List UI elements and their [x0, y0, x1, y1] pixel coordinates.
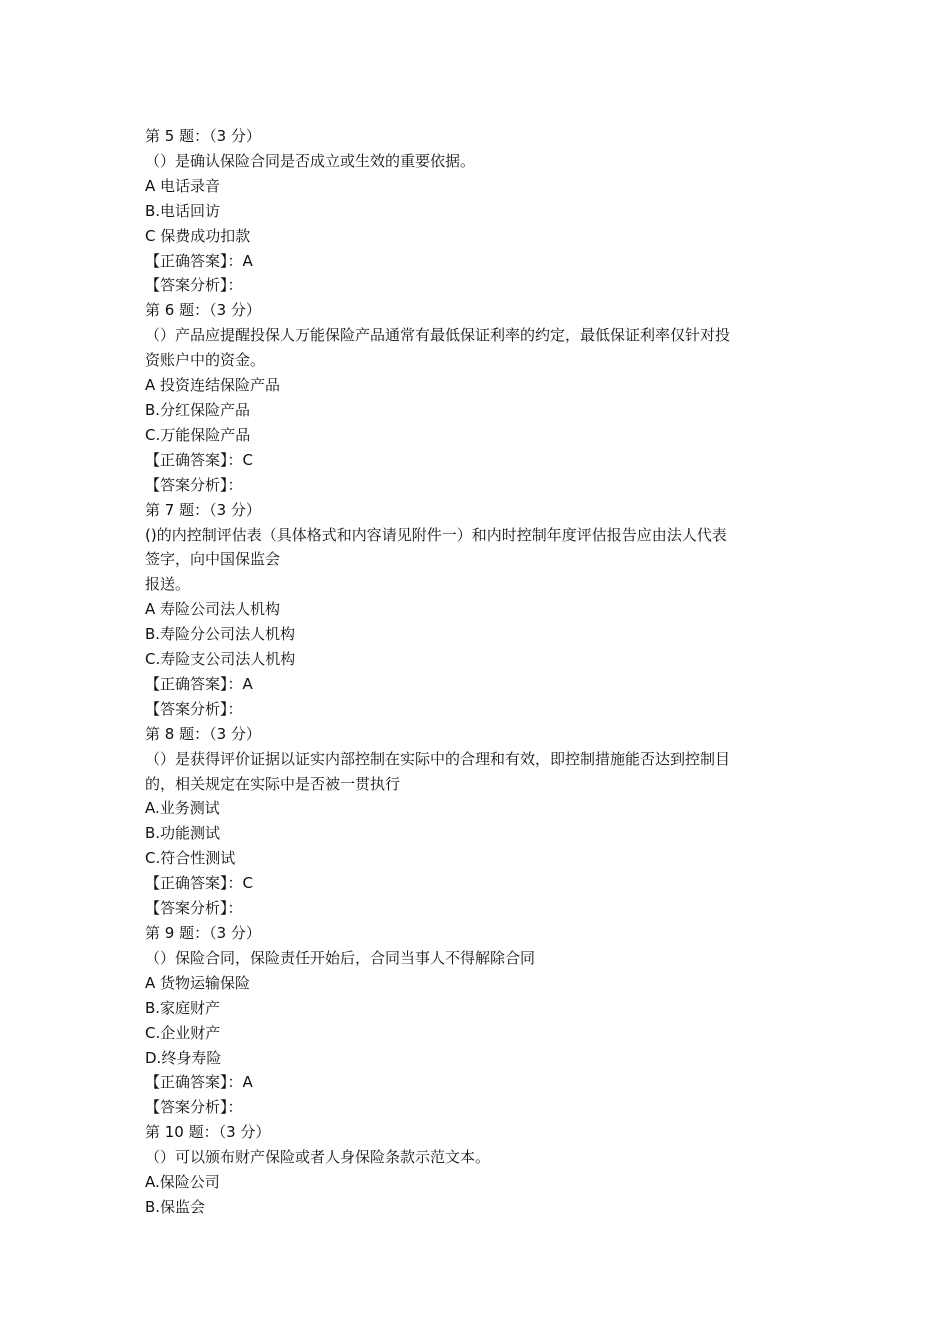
text-line: 【答案分析】： [145, 276, 243, 295]
text-line: B.家庭财产 [145, 998, 221, 1017]
text-line: 第 6 题：（3 分） [145, 301, 261, 320]
text-line: C.寿险支公司法人机构 [145, 650, 296, 669]
text-line: 第 10 题：（3 分） [145, 1123, 271, 1142]
text-line: B.功能测试 [145, 824, 221, 843]
text-line: 【正确答案】：C [145, 450, 253, 469]
text-line: 【答案分析】： [145, 899, 243, 918]
text-line: 【答案分析】： [145, 475, 243, 494]
text-line: 签字，向中国保监会 [145, 550, 281, 569]
text-line: 第 7 题：（3 分） [145, 500, 261, 519]
text-line: A 投资连结保险产品 [145, 376, 281, 395]
text-line: C 保费成功扣款 [145, 226, 251, 245]
text-line: 的，相关规定在实际中是否被一贯执行 [145, 774, 401, 793]
text-line: 第 9 题：（3 分） [145, 924, 261, 942]
text-line: C.万能保险产品 [145, 425, 251, 444]
text-line: B.分红保险产品 [145, 400, 251, 419]
text-line: （）是获得评价证据以证实内部控制在实际中的合理和有效，即控制措施能否达到控制目 [145, 749, 731, 768]
document-body [145, 124, 815, 1220]
text-line: A 寿险公司法人机构 [145, 600, 281, 619]
text-line: ()的内控制评估表（具体格式和内容请见附件一）和内时控制年度评估报告应由法人代表 [145, 525, 727, 544]
text-line: D.终身寿险 [145, 1048, 222, 1067]
text-line: 【答案分析】： [145, 699, 243, 718]
text-line: 【答案分析】： [145, 1098, 243, 1117]
text-line: A 货物运输保险 [145, 973, 251, 992]
text-line: 【正确答案】：A [145, 251, 253, 270]
text-line: （）保险合同，保险责任开始后，合同当事人不得解除合同 [145, 948, 536, 967]
text-line: 报送。 [145, 575, 191, 594]
text-line: （）可以颁布财产保险或者人身保险条款示范文本。 [145, 1148, 491, 1167]
text-line: B.保监会 [145, 1197, 206, 1216]
text-line: A.保险公司 [145, 1173, 220, 1192]
text-line: B.寿险分公司法人机构 [145, 625, 296, 644]
text-line: 第 5 题：（3 分） [145, 127, 261, 145]
text-line: 【正确答案】：C [145, 874, 253, 893]
text-line: 资账户中的资金。 [145, 351, 266, 370]
text-line: A.业务测试 [145, 799, 220, 818]
text-line: （）产品应提醒投保人万能保险产品通常有最低保证利率的约定，最低保证利率仅针对投 [145, 326, 731, 345]
text-line: B.电话回访 [145, 201, 221, 220]
text-line: C.企业财产 [145, 1023, 221, 1042]
text-line: （）是确认保险合同是否成立或生效的重要依据。 [145, 151, 476, 170]
text-line: 【正确答案】：A [145, 1073, 253, 1092]
text-line: A 电话录音 [145, 176, 221, 195]
text-line: C.符合性测试 [145, 849, 236, 868]
text-line: 第 8 题：（3 分） [145, 724, 261, 743]
text-line: 【正确答案】：A [145, 674, 253, 693]
